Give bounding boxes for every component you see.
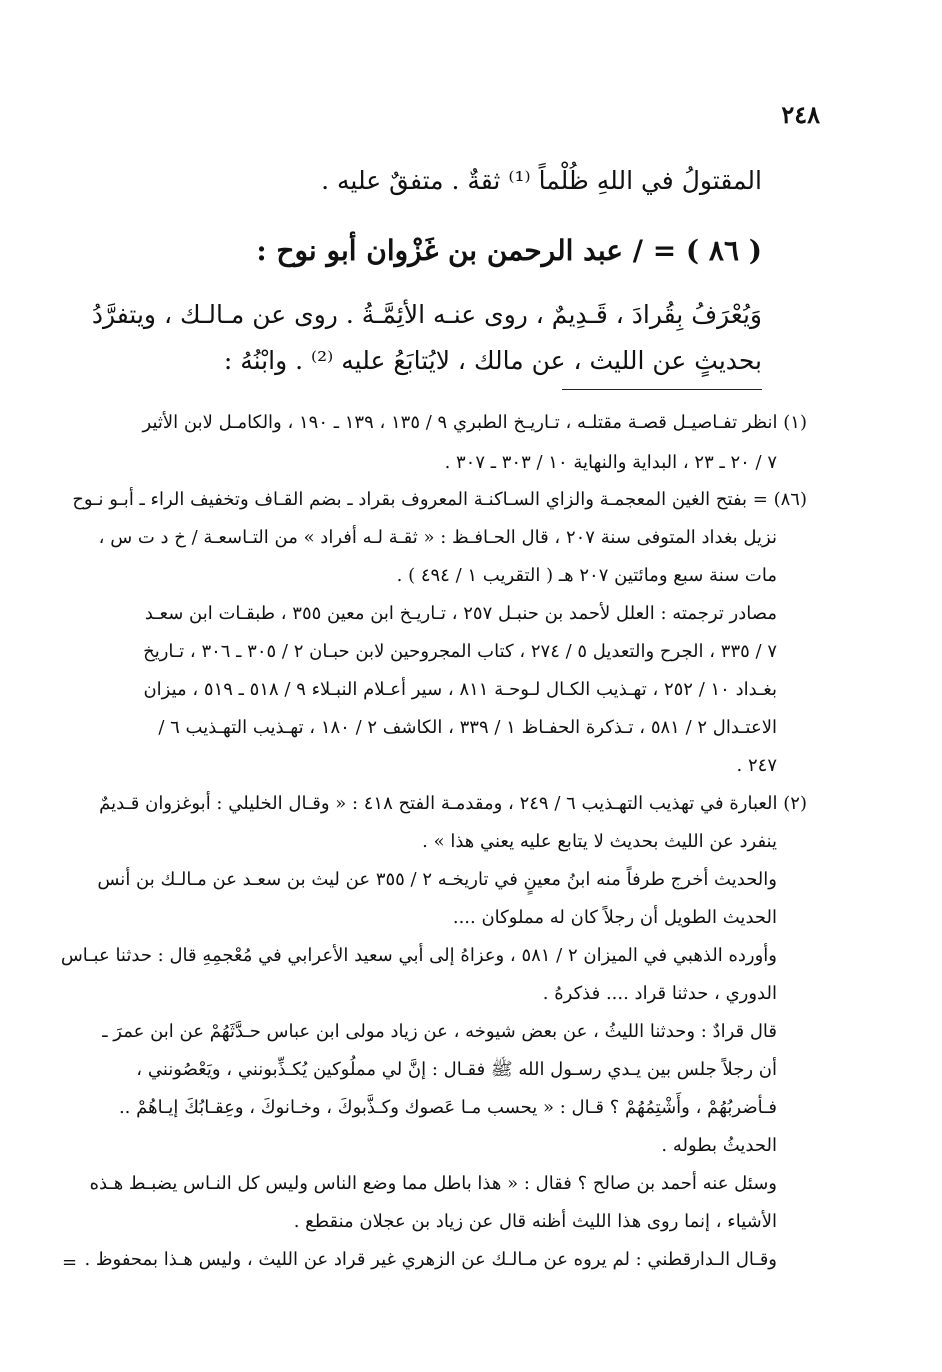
footnote-line: الحديث الطويل أن رجلاً كان له مملوكان .... bbox=[452, 907, 777, 928]
footnote-line: (١) انظر تفـاصيـل قصـة مقتلـه ، تـاريـخ الطبري ٩ / ١٣٥ ، ١٣٩ ـ ١٩٠ ، والكامـل لابن الأثير bbox=[142, 412, 807, 433]
footnote-line: (٢) العبارة في تهذيب التهـذيب ٦ / ٢٤٩ ، ومقدمـة الفتح ٤١٨ : « وقـال الخليلي : أبوغزوان قـديمٌ bbox=[99, 793, 807, 814]
footnote-line: الحديثُ بطوله . bbox=[661, 1135, 777, 1156]
footnote-line: مات سنة سبع ومائتين ٢٠٧ هـ ( التقريب ١ / ٤٩٤ ) . bbox=[396, 565, 777, 586]
footnote-line: ٢٤٧ . bbox=[736, 755, 777, 776]
footnote-line: وقـال الـدارقطني : لم يروه عن مـالـك عن الزهري غير قراد عن الليث ، وليس هـذا بمحفوظ . bbox=[84, 1249, 777, 1270]
footnote-line: ٧ / ٣٣٥ ، الجرح والتعديل ٥ / ٢٧٤ ، كتاب المجروحين لابن حبـان ٢ / ٣٠٥ ـ ٣٠٦ ، تـاريخ bbox=[143, 641, 777, 662]
footnote-line: (٨٦) = بفتح الغين المعجمـة والزاي السـاكنـة المعروف بقراد ـ بضم القـاف وتخفيف الراء ـ أبـو نـوح bbox=[72, 489, 807, 510]
footnote-line: الأشياء ، إنما روى هذا الليث أظنه قال عن زياد بن عجلان منقطع . bbox=[293, 1211, 777, 1232]
footnote-line: نزيل بغداد المتوفى سنة ٢٠٧ ، قال الحـافـظ : « ثقـة لـه أفراد » من التـاسعـة / خ د ت س ، bbox=[98, 527, 777, 548]
main-text-line: بحديثٍ عن الليث ، عن مالك ، لايُتابَعُ عليه ⁽²⁾ . وابْنُهُ : bbox=[223, 346, 762, 375]
footnote-line: مصادر ترجمته : العلل لأحمد بن حنبـل ٢٥٧ ، تـاريـخ ابن معين ٣٥٥ ، طبقـات ابن سعـد bbox=[144, 603, 777, 624]
footnote-line: ٧ / ٢٠ ـ ٢٣ ، البداية والنهاية ١٠ / ٣٠٣ ـ ٣٠٧ . bbox=[444, 452, 777, 473]
footnote-line: وأورده الذهبي في الميزان ٢ / ٥٨١ ، وعزاهُ إلى أبي سعيد الأعرابي في مُعْجمِهِ قال : حدثنا عبـاس bbox=[60, 945, 777, 966]
footnote-line: وسئل عنه أحمد بن صالح ؟ فقال : « هذا باطل مما وضع الناس وليس كل النـاس يضبـط هـذه bbox=[89, 1173, 777, 1194]
footnote-divider bbox=[562, 389, 762, 390]
footnote-line: ينفرد عن الليث بحديث لا يتابع عليه يعني هذا » . bbox=[422, 831, 777, 852]
continuation-mark: = bbox=[62, 1252, 78, 1273]
footnote-line: أن رجلاً جلس بين يـدي رسـول الله ﷺ فقـال : إنَّ لي مملُوكين يُكـذِّبونني ، ويَعْصُونني ، bbox=[136, 1059, 777, 1080]
footnote-line: قال قرادٌ : وحدثنا الليثُ ، عن بعض شيوخه ، عن زياد مولى ابن عباس حـدَّثَهُمْ عن ابن عمرَ ـ bbox=[102, 1021, 777, 1042]
main-text-line: المقتولُ في اللهِ ظُلْماً ⁽¹⁾ ثقةٌ . متفقٌ عليه . bbox=[321, 166, 762, 195]
footnote-line: والحديث أخرج طرفاً منه ابنُ معينٍ في تاريخـه ٢ / ٣٥٥ عن ليث بن سعـد عن مـالـك بن أنس bbox=[97, 869, 777, 890]
entry-heading: ( ٨٦ ) = / عبد الرحمن بن غَزْوان أبو نوح : bbox=[256, 234, 762, 267]
footnote-line: الدوري ، حدثنا قراد .... فذكرهُ . bbox=[542, 983, 777, 1004]
page-number: ٢٤٨ bbox=[781, 100, 820, 129]
footnote-line: بغـداد ١٠ / ٢٥٢ ، تهـذيب الكـال لـوحـة ٨١١ ، سير أعـلام النبـلاء ٩ / ٥١٨ ـ ٥١٩ ، ميزان bbox=[143, 679, 777, 700]
main-text-line: وَيُعْرَفُ بِقُرادَ ، قَـدِيمٌ ، روى عنـه الأئِمَّـةُ . روى عن مـالـك ، ويتفرَّدُ bbox=[91, 300, 762, 329]
footnote-line: فـأضربُهُمْ ، وأَشْتِمُهُمْ ؟ قـال : « يحسب مـا عَصوك وكـذَّبوكَ ، وخـانوكَ ، وعِقـابُكَ إيـاهُمْ .. bbox=[118, 1097, 777, 1118]
footnote-line: الاعتـدال ٢ / ٥٨١ ، تـذكرة الحفـاظ ١ / ٣٣٩ ، الكاشف ٢ / ١٨٠ ، تهـذيب التهـذيب ٦ / bbox=[158, 717, 777, 738]
